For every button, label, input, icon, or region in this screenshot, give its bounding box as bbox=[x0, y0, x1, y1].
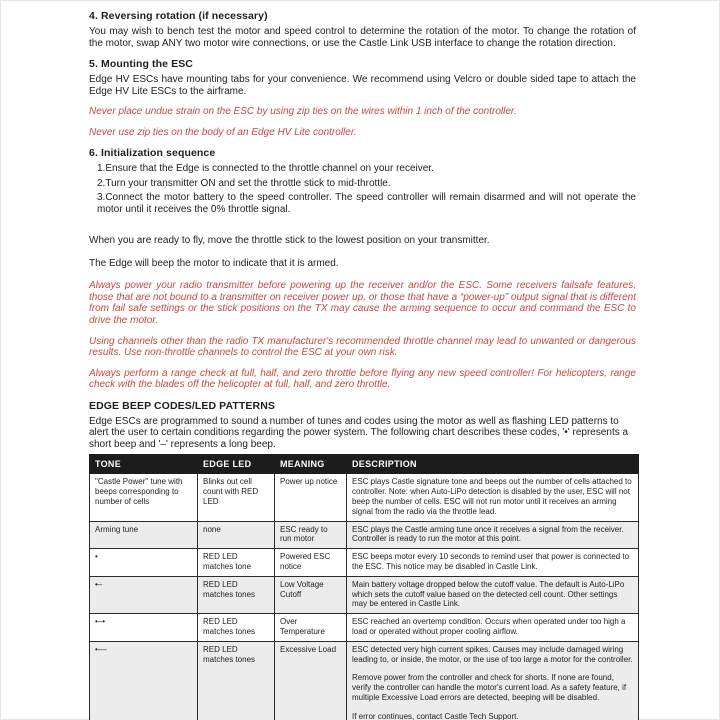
cell-tone: •– bbox=[90, 576, 198, 613]
description-paragraph: ESC plays the Castle arming tune once it receives a signal from the receiver. Controller is ready to run the motor at this point. bbox=[352, 524, 624, 544]
table-row bbox=[90, 521, 639, 549]
warning-channels: Using channels other than the radio TX manufacturer's recommended throttle channel may lead to unwanted or dangerous results. Use non-throttle channels to control the ESC at your own risk. bbox=[89, 335, 636, 359]
cell-tone: •–– bbox=[90, 641, 198, 720]
cell-meaning: Over Temperature bbox=[275, 614, 347, 642]
cell-description bbox=[347, 521, 639, 549]
cell-description bbox=[347, 641, 639, 720]
beep-codes-table bbox=[89, 454, 639, 720]
cell-description bbox=[347, 549, 639, 577]
spacer bbox=[89, 225, 636, 235]
cell-tone: Arming tune bbox=[90, 521, 198, 549]
cell-meaning: Powered ESC notice bbox=[275, 549, 347, 577]
table-header-row bbox=[90, 455, 639, 474]
table-row bbox=[90, 474, 639, 521]
warning-zip-ties-body: Never use zip ties on the body of an Edge HV Lite controller. bbox=[89, 126, 357, 138]
beep-codes-heading: EDGE BEEP CODES/LED PATTERNS bbox=[89, 399, 275, 412]
cell-meaning: Low Voltage Cutoff bbox=[275, 576, 347, 613]
table-row bbox=[90, 614, 639, 642]
column-header-tone: TONE bbox=[90, 455, 198, 474]
description-paragraph: Remove power from the controller and check for shorts. If none are found, verify the controller can handle the motor's current load. As a safety feature, if multiple Excessive Load errors are detected, beeping will be disabled. bbox=[352, 673, 627, 702]
cell-tone: • bbox=[90, 549, 198, 577]
description-paragraph: Main battery voltage dropped below the cutoff value. The default is Auto-LiPo which sets the cutoff value based on the detected cell count. Other settings may be entered in Castle Link. bbox=[352, 579, 625, 609]
cell-led: Blinks out cell count with RED LED bbox=[198, 474, 275, 521]
description-paragraph: ESC plays Castle signature tone and beeps out the number of cells attached to controller. Note: when Auto-LiPo detection is disabled by the user, ESC will not beep the number of cells. ESC will not run motor until it receives an arming signal from the radio via the throttle lead. bbox=[352, 477, 632, 516]
section4-heading: 4. Reversing rotation (if necessary) bbox=[89, 10, 268, 22]
cell-meaning: ESC ready to run motor bbox=[275, 521, 347, 549]
cell-tone: •–• bbox=[90, 614, 198, 642]
column-header-edge-led: EDGE LED bbox=[198, 455, 275, 474]
cell-led: RED LED matches tone bbox=[198, 549, 275, 577]
table-row bbox=[90, 549, 639, 577]
warning-power-order: Always power your radio transmitter before powering up the receiver and/or the ESC. Some receivers failsafe features, those that are not bound to a transmitter on receiver power up, or those that have a “power-up” output signal that is different from fail safe settings or the stick positions on the TX may cause the arming sequence to occur and command the ESC to drive the motor. bbox=[89, 280, 636, 326]
cell-description bbox=[347, 576, 639, 613]
description-paragraph: ESC reached an overtemp condition. Occurs when operated under too high a load or operated without proper cooling airflow. bbox=[352, 617, 626, 636]
cell-description bbox=[347, 474, 639, 521]
cell-meaning: Excessive Load bbox=[275, 641, 347, 720]
initialization-steps bbox=[89, 163, 636, 215]
column-header-meaning: MEANING bbox=[275, 455, 347, 474]
description-paragraph: If error continues, contact Castle Tech Support. bbox=[352, 711, 519, 720]
section5-paragraph: Edge HV ESCs have mounting tabs for your convenience. We recommend using Velcro or double sided tape to attach the Edge HV Lite ESCs to the airframe. bbox=[89, 74, 636, 97]
section6-heading: 6. Initialization sequence bbox=[89, 147, 216, 160]
cell-led: none bbox=[198, 521, 275, 549]
cell-description bbox=[347, 614, 639, 642]
warning-zip-ties-wires: Never place undue strain on the ESC by using zip ties on the wires within 1 inch of the controller. bbox=[89, 106, 517, 117]
table-row bbox=[90, 576, 639, 613]
cell-tone: "Castle Power" tune with beeps corresponding to number of cells bbox=[90, 474, 198, 521]
column-header-description: DESCRIPTION bbox=[347, 455, 639, 474]
description-paragraph: ESC beeps motor every 10 seconds to remind user that power is connected to the ESC. This notice may be disabled in Castle Link. bbox=[352, 552, 630, 572]
warning-range-check: Always perform a range check at full, half, and zero throttle before flying any new speed controller! For helicopters, range check with the blades off the helicopter at full, half, and zero throttle. bbox=[89, 367, 636, 391]
table-row bbox=[90, 641, 639, 720]
section4-paragraph: You may wish to bench test the motor and speed control to determine the rotation of the motor. To change the rotation of the motor, swap ANY two motor wire connections, or use the Castle Link USB interface to change the rotation direction. bbox=[89, 26, 636, 49]
cell-led: RED LED matches tones bbox=[198, 576, 275, 613]
ready-to-fly-paragraph: When you are ready to fly, move the throttle stick to the lowest position on your transmitter. bbox=[89, 235, 490, 247]
cell-led: RED LED matches tones bbox=[198, 614, 275, 642]
section5-heading: 5. Mounting the ESC bbox=[89, 58, 193, 70]
init-step-1: 1.Ensure that the Edge is connected to the throttle channel on your receiver. bbox=[97, 163, 434, 175]
armed-paragraph: The Edge will beep the motor to indicate that it is armed. bbox=[89, 257, 339, 269]
cell-meaning: Power up notice bbox=[275, 474, 347, 521]
cell-led: RED LED matches tones bbox=[198, 641, 275, 720]
beep-codes-intro: Edge ESCs are programmed to sound a number of tunes and codes using the motor as well as flashing LED patterns to alert the user to certain conditions regarding the power system. The following chart describes these codes, '•' represents a short beep and '–' represents a long beep. bbox=[89, 415, 629, 450]
init-step-2: 2.Turn your transmitter ON and set the throttle stick to mid-throttle. bbox=[97, 177, 391, 189]
init-step-3: 3.Connect the motor battery to the speed controller. The speed controller will remain disarmed and will not operate the motor until it receives the 0% throttle signal. bbox=[97, 192, 636, 215]
description-paragraph: ESC detected very high current spikes. Causes may include damaged wiring leading to, or inside, the motor, or the use of too large a motor for the controller. bbox=[352, 644, 633, 664]
